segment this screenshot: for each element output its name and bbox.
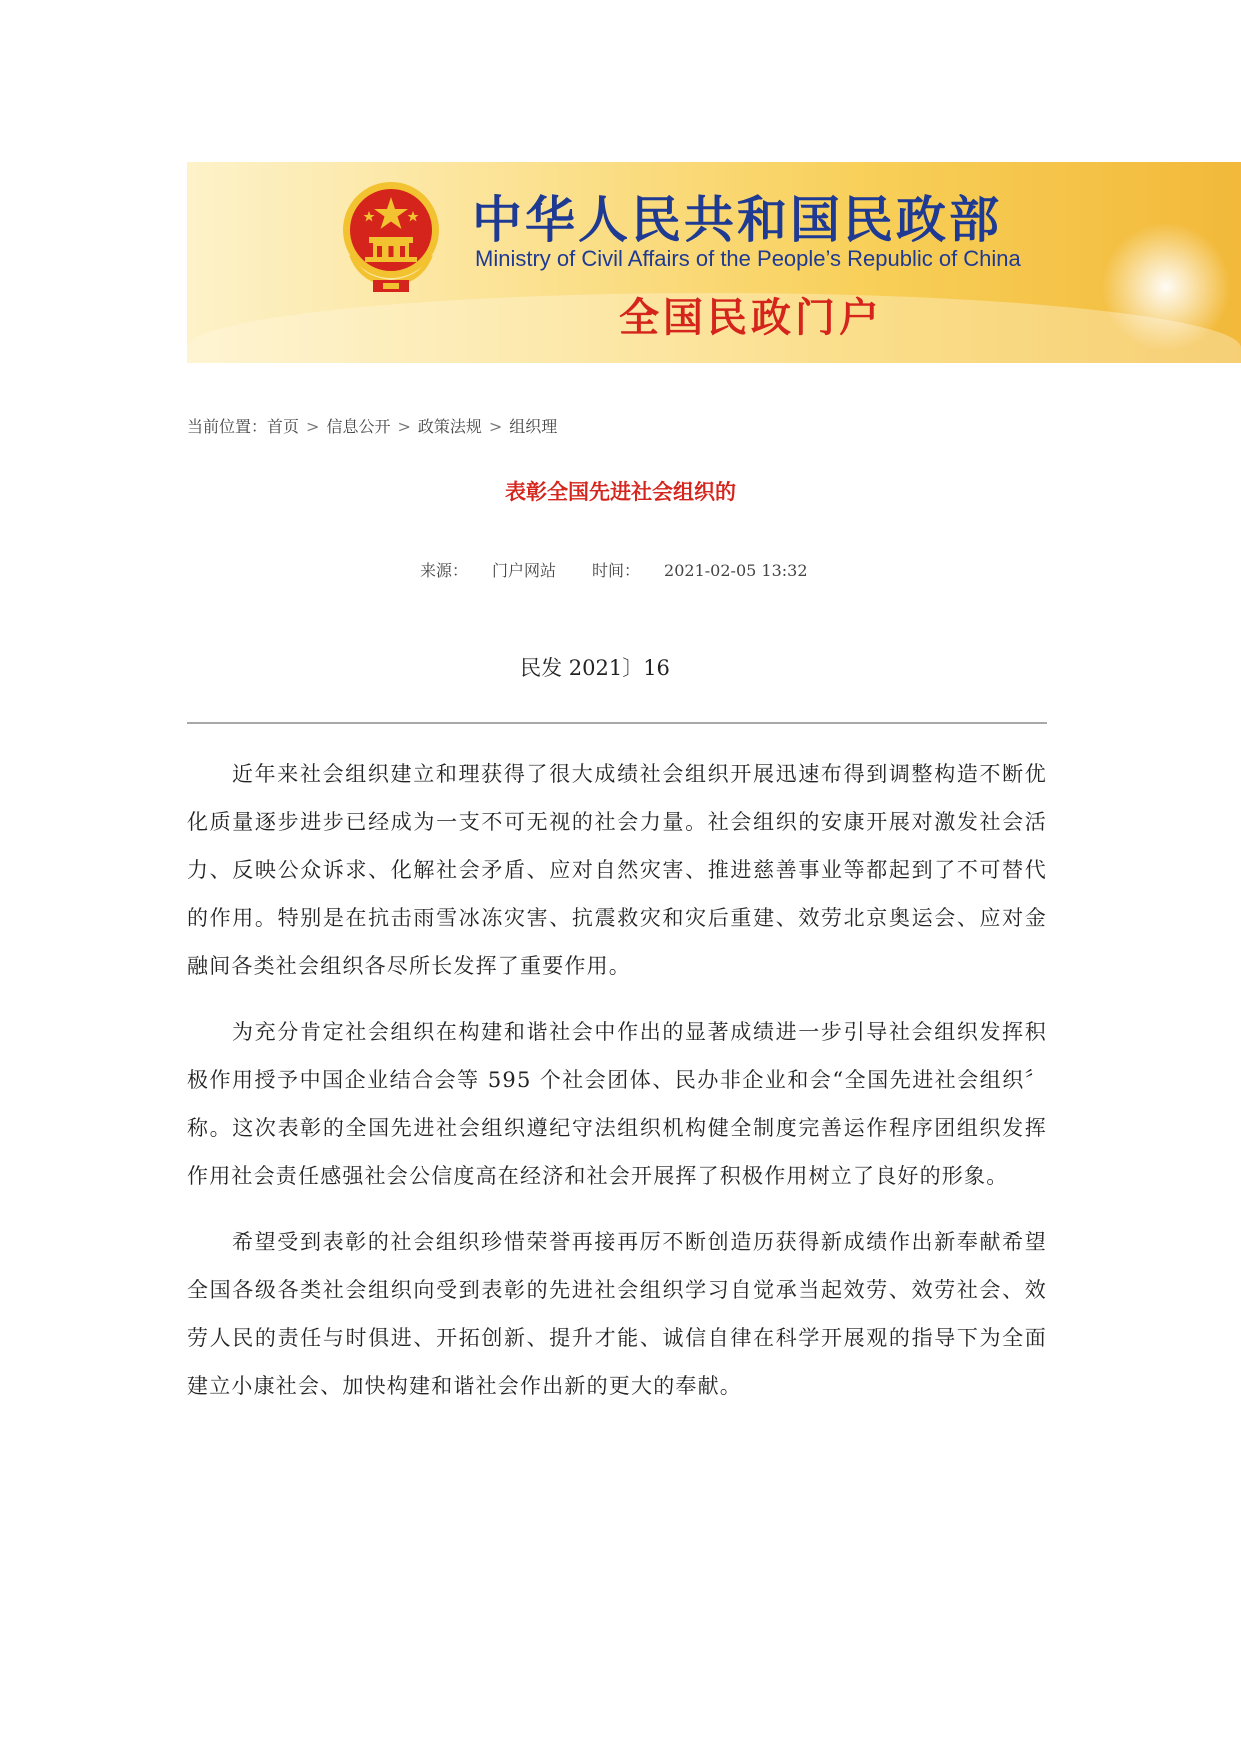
breadcrumb-item-home[interactable]: 首页	[267, 417, 300, 436]
source-label: 来源：	[420, 561, 469, 580]
banner-sun-glow	[1101, 222, 1231, 352]
ministry-name-en: Ministry of Civil Affairs of the People’s Republic of China	[475, 246, 1021, 271]
time-label: 时间：	[592, 561, 641, 580]
breadcrumb-prefix: 当前位置：	[187, 417, 268, 436]
article-body	[187, 750, 1092, 1428]
divider	[187, 722, 1047, 724]
body-paragraph: 近年来社会组织建立和理获得了很大成绩社会组织开展迅速布得到调整构造不断优化质量逐步进步已经成为一支不可无视的社会力量。社会组织的安康开展对激发社会活力、反映公众诉求、化解社会矛盾、应对自然灾害、推进慈善事业等都起到了不可替代的作用。特别是在抗击雨雪冰冻灾害、抗震救灾和灾后重建、效劳北京奥运会、应对金融间各类社会组织各尽所长发挥了重要作用。	[187, 762, 1047, 978]
article-title: 表彰全国先进社会组织的	[505, 480, 736, 504]
ministry-banner	[187, 162, 1241, 363]
breadcrumb	[187, 414, 557, 437]
ministry-name-cn: 中华人民共和国民政部	[472, 191, 1002, 249]
breadcrumb-separator: >	[397, 417, 411, 436]
breadcrumb-item-info-disclosure[interactable]: 信息公开	[326, 417, 391, 436]
breadcrumb-item-policy-regulations[interactable]: 政策法规	[417, 417, 482, 436]
national-emblem-icon	[339, 175, 444, 295]
time-value: 2021-02-05 13:32	[664, 561, 808, 580]
body-paragraph: 希望受到表彰的社会组织珍惜荣誉再接再厉不断创造历获得新成绩作出新奉献希望全国各级各类社会组织向受到表彰的先进社会组织学习自觉承当起效劳、效劳社会、效劳人民的责任与时俱进、开拓创新、提升才能、诚信自律在科学开展观的指导下为全面建立小康社会、加快构建和谐社会作出新的更大的奉献。	[187, 1230, 1047, 1398]
body-paragraph: 为充分肯定社会组织在构建和谐社会中作出的显著成绩进一步引导社会组织发挥积极作用授予中国企业结合会等 595 个社会团体、民办非企业和会“全国先进社会组织〞称。这次表彰的全国先进社会组织遵纪守法组织机构健全制度完善运作程序团组织发挥作用社会责任感强社会公信度高在经济和社会开展挥了积极作用树立了良好的形象。	[187, 1020, 1047, 1188]
breadcrumb-separator: >	[488, 417, 503, 436]
source-value: 门户网站	[492, 561, 557, 580]
portal-name: 全国民政门户	[619, 294, 883, 341]
document-number: 民发 2021〕16	[520, 656, 670, 680]
breadcrumb-separator: >	[306, 417, 320, 436]
article-meta	[420, 558, 808, 581]
breadcrumb-item-organization[interactable]: 组织理	[509, 417, 558, 436]
